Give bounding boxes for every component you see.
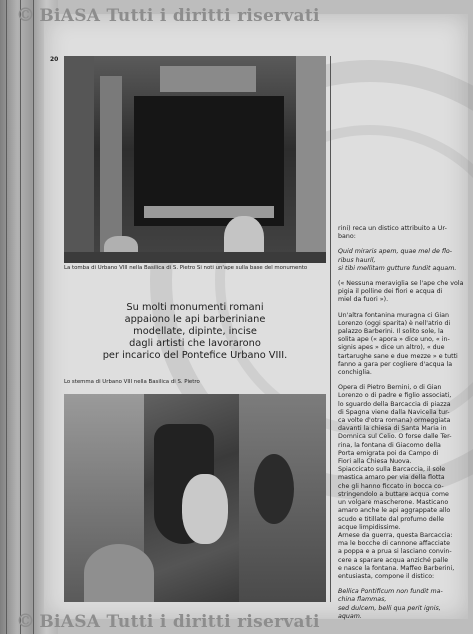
- text-line: Porta emigrata poi da Campo di: [338, 449, 439, 457]
- text-line: Fiori alla Chiesa Nuova.: [338, 458, 412, 466]
- text-line: Spiaccicato sulla Barcaccia, il sole: [338, 466, 446, 474]
- text-line: si tibi mellitam gutture fundit aquam.: [338, 264, 457, 272]
- text-line: conchiglia.: [338, 369, 372, 377]
- text-line: ribus hauril,: [338, 256, 376, 264]
- column-rule: [330, 56, 331, 602]
- watermark-bottom: © BiASA Tutti i diritti riservati: [16, 610, 320, 632]
- text-line: tartarughe sane e due mezze » e tutti: [338, 352, 458, 360]
- text-line: bano:: [338, 233, 356, 241]
- text-line: Bellica Pontificum non fundit ma-: [338, 588, 443, 596]
- top-photo-caption: La tomba di Urbano VIII nella Basilica di S. Pietro Si noti un'ape sulla base del monumento: [64, 265, 308, 271]
- article-paragraph: [338, 280, 466, 305]
- latin-couplet: [338, 248, 466, 273]
- pull-quote-line: per incarico del Pontefice Urbano VIII.: [102, 350, 288, 361]
- text-line: entusiasta, compone il distico:: [338, 572, 435, 580]
- text-line: Lorenzo o di padre e figlio associati,: [338, 392, 452, 400]
- pull-quote: [100, 302, 290, 362]
- text-line: rini) reca un distico attribuito a Ur-: [338, 225, 447, 232]
- text-line: palazzo Barberini. Il solito sole, la: [338, 328, 444, 336]
- text-line: acque limpidissime.: [338, 523, 401, 531]
- bottom-photo-caption: Lo stemma di Urbano VIII nella Basilica di S. Pietro: [64, 379, 200, 385]
- edge-line: [33, 0, 34, 634]
- text-line: di Spagna viene dalla Navicella tur-: [338, 408, 450, 416]
- text-line: mastica amaro per via della flotta: [338, 474, 445, 482]
- text-line: signis apes » dice un altro), « due: [338, 344, 445, 352]
- text-line: Opera di Pietro Bernini, o di Gian: [338, 384, 442, 392]
- page-number: 20: [50, 56, 59, 63]
- text-line: e nasce la fontana. Maffeo Barberini,: [338, 564, 455, 572]
- text-line: pigia il polline dei fiori e acqua di: [338, 288, 443, 296]
- pull-quote-line: dagli artisti che lavorarono: [129, 338, 261, 349]
- watermark-top: © BiASA Tutti i diritti riservati: [16, 4, 320, 26]
- latin-couplet: [338, 588, 466, 621]
- text-line: (« Nessuna meraviglia se l'ape che vola: [338, 280, 464, 288]
- text-line: Arnese da guerra, questa Barcaccia:: [338, 531, 453, 539]
- tomb-photo: [64, 56, 326, 263]
- article-paragraph: [338, 225, 466, 241]
- edge-line: [20, 0, 21, 634]
- text-line: fanno a gara per cogliere d'acqua la: [338, 360, 453, 368]
- text-line: Domnica sul Celio. O forse dalle Ter-: [338, 433, 452, 441]
- text-line: lo sguardo della Barcaccia di piazza: [338, 400, 451, 408]
- text-line: Un'altra fontanina muragna ci Gian: [338, 311, 449, 319]
- text-line: un volgare mascherone. Masticano: [338, 499, 449, 507]
- text-line: china flammas,: [338, 596, 387, 604]
- pull-quote-line: Su molti monumenti romani: [126, 302, 264, 313]
- text-line: Lorenzo (oggi sparita) è nell'atrio di: [338, 319, 451, 327]
- text-line: Quid miraris apem, quae mel de flo-: [338, 248, 453, 256]
- text-line: che gli hanno ficcato in bocca co-: [338, 482, 444, 490]
- text-line: ca volte d'otra romana) ormeggiata: [338, 417, 451, 425]
- article-paragraph: [338, 384, 466, 581]
- text-line: sed dulcem, belli qua perit ignis,: [338, 604, 441, 612]
- text-line: miel da fuori »).: [338, 296, 389, 304]
- text-line: aquam.: [338, 612, 362, 620]
- pull-quote-line: modellate, dipinte, incise: [133, 326, 257, 337]
- text-line: ma le bocche di cannone affacciate: [338, 540, 450, 548]
- text-line: scudo e titillate dal profumo delle: [338, 515, 444, 523]
- text-line: amaro anche le api aggrappate allo: [338, 507, 451, 515]
- text-line: cere a sparare acqua anziché palle: [338, 556, 449, 564]
- article-text-column: [338, 225, 466, 628]
- text-line: a poppa e a prua si lasciano convin-: [338, 548, 452, 556]
- text-line: stringendolo a buttare acqua come: [338, 490, 449, 498]
- article-paragraph: [338, 312, 466, 378]
- coat-of-arms-photo: [64, 394, 326, 602]
- text-line: rina, la fontana di Giacomo della: [338, 441, 441, 449]
- pull-quote-line: appaiono le api barberiniane: [124, 314, 266, 325]
- text-line: solita ape (« apora » dice uno, « in-: [338, 336, 450, 344]
- text-line: davanti la chiesa di Santa Maria in: [338, 425, 447, 433]
- edge-line: [6, 0, 7, 634]
